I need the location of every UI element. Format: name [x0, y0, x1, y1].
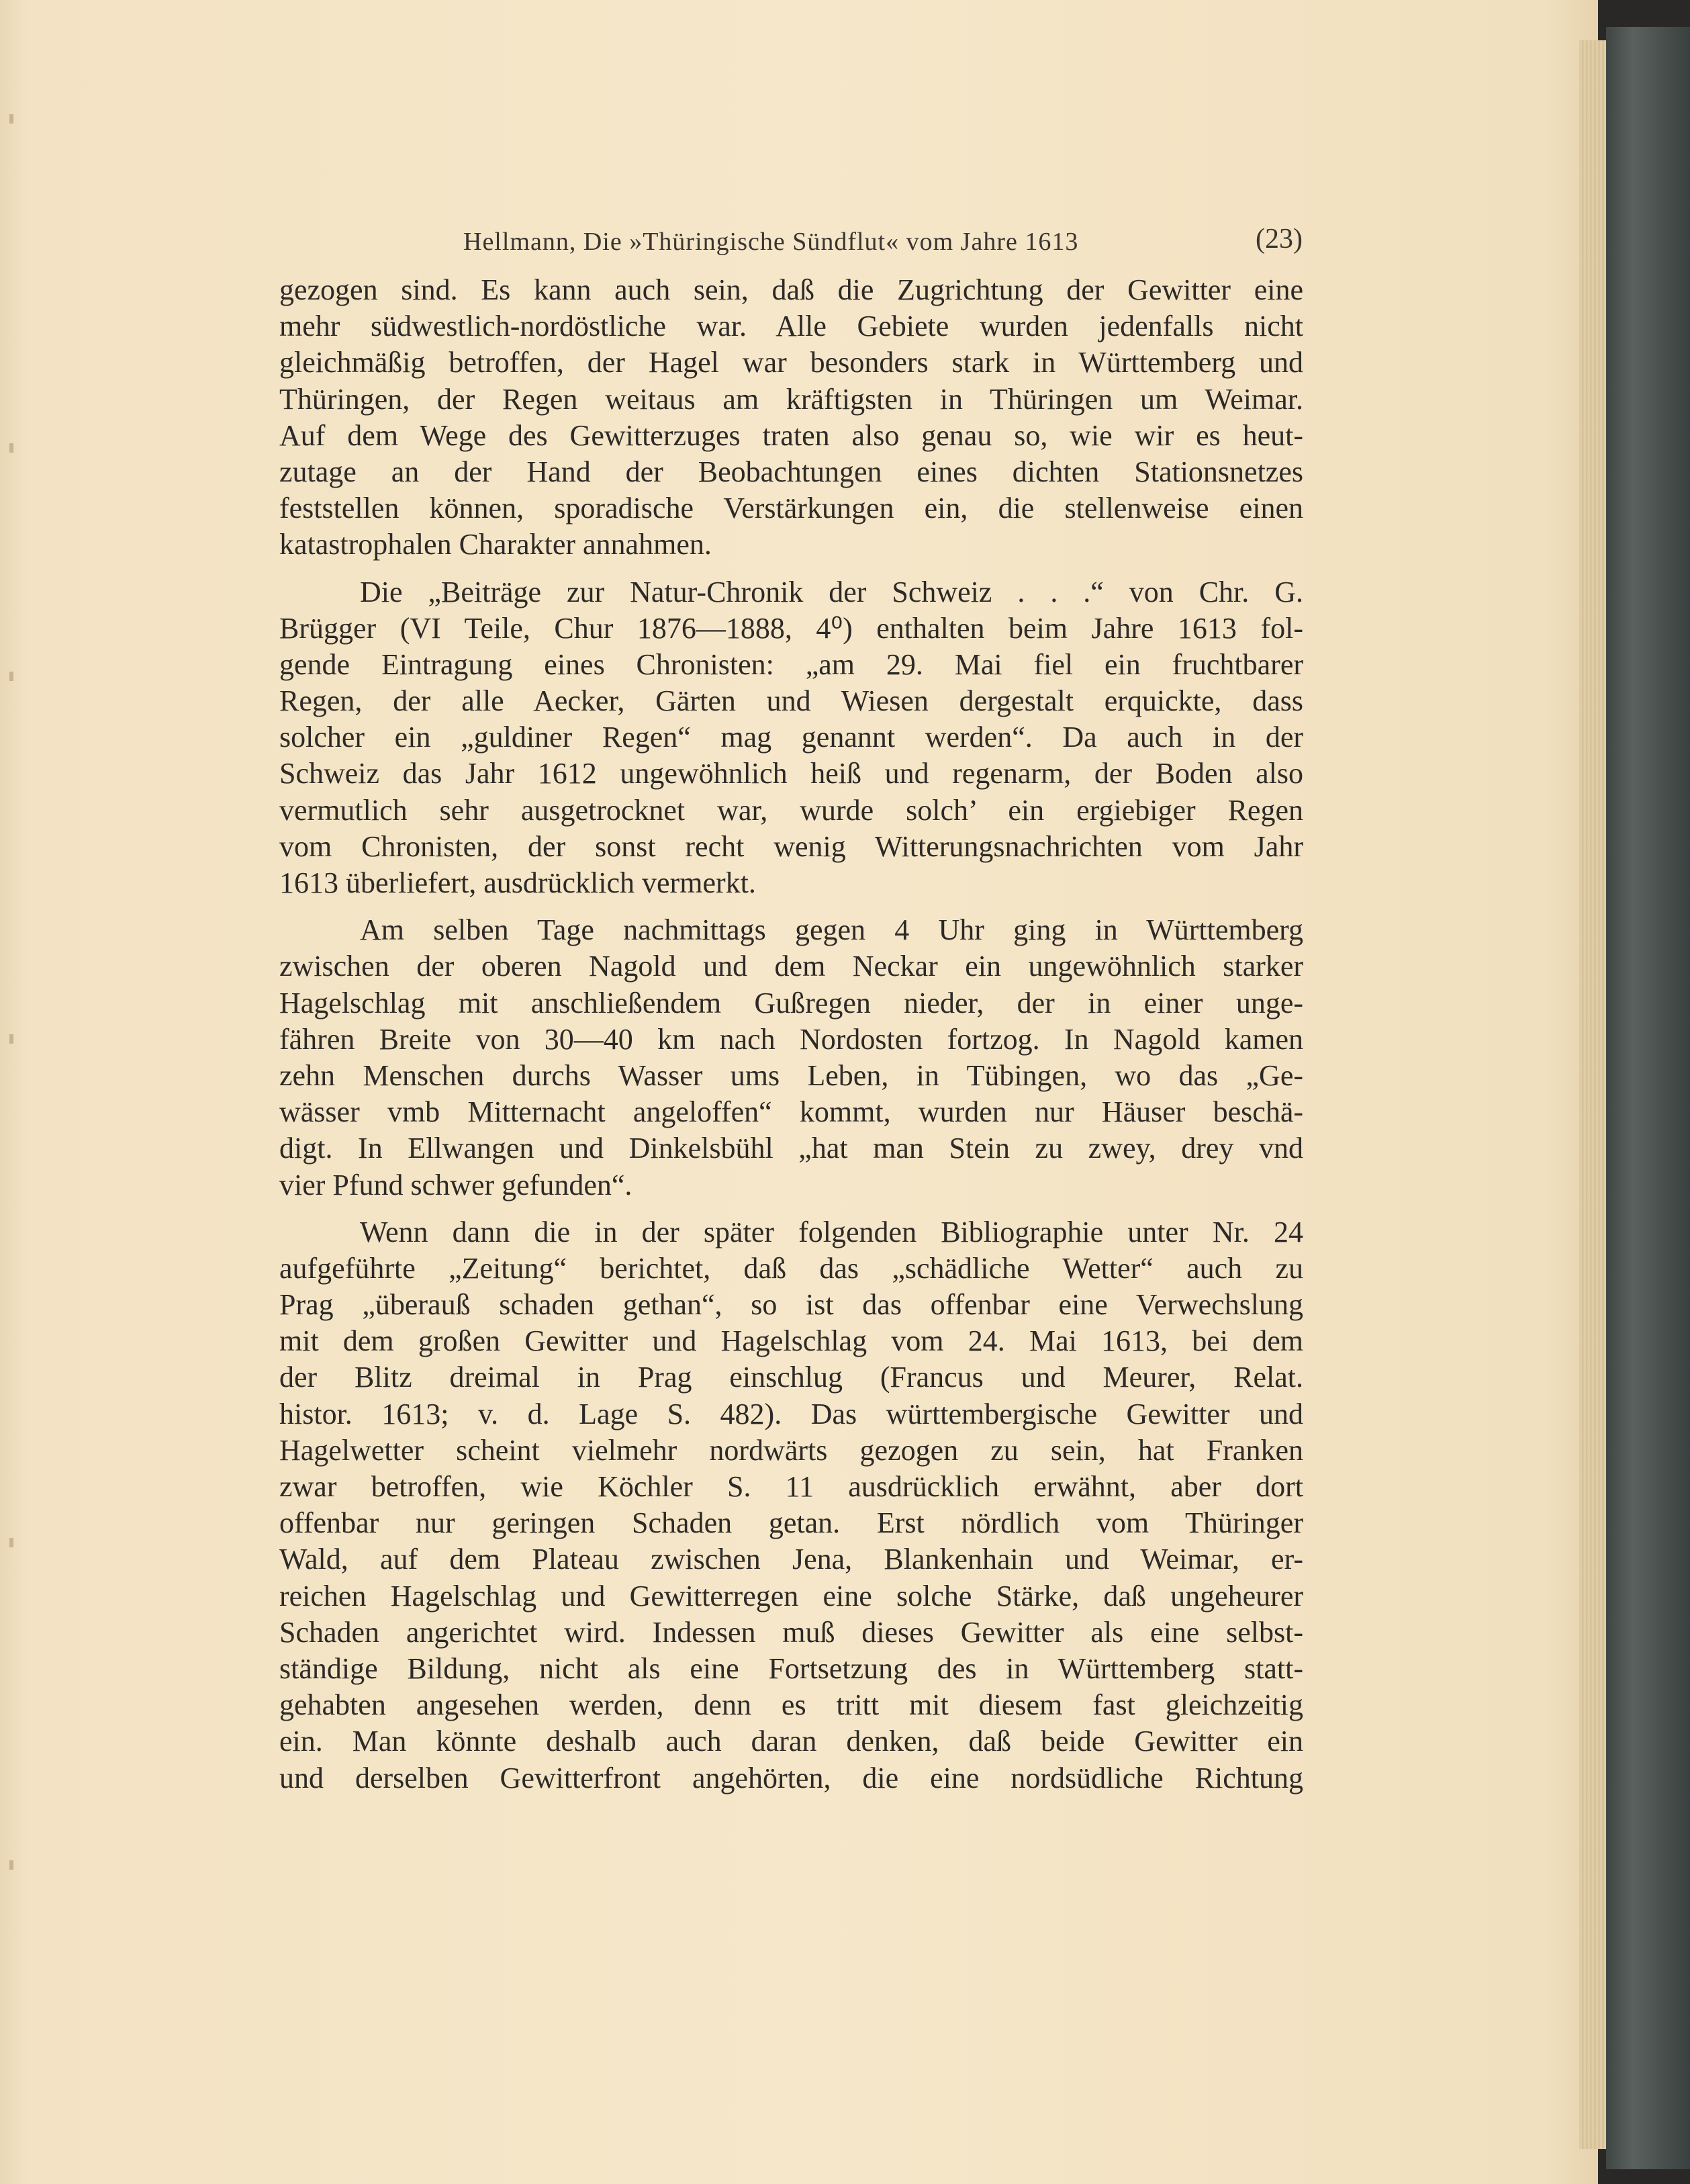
text-line: Prag „überauß schaden gethan“, so ist das offenbar eine Verwechslung [279, 1288, 1303, 1322]
paragraph [279, 912, 1303, 1203]
text-line: Schaden angerichtet wird. Indessen muß dieses Gewitter als eine selbst- [279, 1615, 1303, 1649]
text-line: katastrophalen Charakter annahmen. [279, 528, 712, 561]
text-line: Am selben Tage nachmittags gegen 4 Uhr ging in Württemberg [360, 913, 1303, 947]
text-line: histor. 1613; v. d. Lage S. 482). Das württembergische Gewitter und [279, 1397, 1303, 1430]
text-line: gezogen sind. Es kann auch sein, daß die Zugrichtung der Gewitter eine [279, 273, 1303, 306]
running-head [430, 223, 1303, 263]
text-line: ein. Man könnte deshalb auch daran denken, daß beide Gewitter ein [279, 1725, 1303, 1758]
text-line: Thüringen, der Regen weitaus am kräftigsten in Thüringen um Weimar. [279, 382, 1303, 416]
text-line: Wenn dann die in der später folgenden Bibliographie unter Nr. 24 [360, 1215, 1303, 1248]
page-number: (23) [1256, 224, 1303, 255]
binding-mark [9, 1034, 13, 1044]
text-line: digt. In Ellwangen und Dinkelsbühl „hat man Stein zu zwey, drey vnd [279, 1132, 1303, 1165]
text-line: zwar betroffen, wie Köchler S. 11 ausdrücklich erwähnt, aber dort [279, 1470, 1303, 1503]
text-line: ständige Bildung, nicht als eine Fortsetzung des in Württemberg statt- [279, 1651, 1303, 1685]
text-line: Auf dem Wege des Gewitterzuges traten also genau so, wie wir es heut- [279, 418, 1303, 452]
text-line: feststellen können, sporadische Verstärkungen ein, die stellenweise einen [279, 492, 1303, 525]
text-line: gleichmäßig betroffen, der Hagel war besonders stark in Württemberg und [279, 346, 1303, 379]
paragraph-gap [279, 901, 1303, 912]
text-line: vier Pfund schwer gefunden“. [279, 1168, 632, 1201]
binding-mark [9, 443, 13, 453]
paragraph-gap [279, 1203, 1303, 1214]
book-cover-edge [1606, 27, 1690, 2169]
text-line: Die „Beiträge zur Natur-Chronik der Schweiz . . .“ von Chr. G. [360, 575, 1303, 608]
text-line: vermutlich sehr ausgetrocknet war, wurde solch’ ein ergiebiger Regen [279, 793, 1303, 827]
text-line: Regen, der alle Aecker, Gärten und Wiesen dergestalt erquickte, dass [279, 684, 1303, 718]
text-line: offenbar nur geringen Schaden getan. Erst nördlich vom Thüringer [279, 1506, 1303, 1540]
binding-mark [9, 114, 13, 124]
running-head-title: Hellmann, Die »Thüringische Sündflut« vom Jahre 1613 [463, 228, 1079, 256]
text-line: reichen Hagelschlag und Gewitterregen eine solche Stärke, daß ungeheurer [279, 1579, 1303, 1612]
text-line: Hagelschlag mit anschließendem Gußregen nieder, der in einer unge- [279, 986, 1303, 1019]
text-line: zwischen der oberen Nagold und dem Neckar ein ungewöhnlich starker [279, 950, 1303, 983]
text-line: 1613 überliefert, ausdrücklich vermerkt. [279, 866, 756, 899]
page-stack-edge [1579, 40, 1606, 2149]
paragraph [279, 1214, 1303, 1796]
text-line: mit dem großen Gewitter und Hagelschlag vom 24. Mai 1613, bei dem [279, 1324, 1303, 1358]
text-line: Hagelwetter scheint vielmehr nordwärts gezogen zu sein, hat Franken [279, 1433, 1303, 1467]
text-line: zutage an der Hand der Beobachtungen eines dichten Stationsnetzes [279, 455, 1303, 488]
text-line: der Blitz dreimal in Prag einschlug (Francus und Meurer, Relat. [279, 1361, 1303, 1394]
text-line: zehn Menschen durchs Wasser ums Leben, in Tübingen, wo das „Ge- [279, 1058, 1303, 1092]
text-line: vom Chronisten, der sonst recht wenig Witterungsnachrichten vom Jahr [279, 829, 1303, 863]
text-line: fähren Breite von 30—40 km nach Nordosten fortzog. In Nagold kamen [279, 1022, 1303, 1056]
binding-marks [9, 0, 16, 2184]
paragraph [279, 272, 1303, 563]
body-text [279, 272, 1303, 1796]
text-line: gehabten angesehen werden, denn es tritt mit diesem fast gleichzeitig [279, 1688, 1303, 1722]
text-line: Brügger (VI Teile, Chur 1876—1888, 4⁰) enthalten beim Jahre 1613 fol- [279, 611, 1303, 645]
text-line: Schweiz das Jahr 1612 ungewöhnlich heiß und regenarm, der Boden also [279, 757, 1303, 790]
text-line: und derselben Gewitterfront angehörten, die eine nordsüdliche Richtung [279, 1761, 1303, 1794]
binding-mark [9, 672, 13, 681]
text-line: mehr südwestlich-nordöstliche war. Alle Gebiete wurden jedenfalls nicht [279, 310, 1303, 343]
paragraph-gap [279, 563, 1303, 574]
text-line: gende Eintragung eines Chronisten: „am 29. Mai fiel ein fruchtbarer [279, 647, 1303, 681]
paragraph [279, 574, 1303, 902]
text-line: solcher ein „guldiner Regen“ mag genannt werden“. Da auch in der [279, 721, 1303, 754]
text-line: Wald, auf dem Plateau zwischen Jena, Blankenhain und Weimar, er- [279, 1543, 1303, 1576]
text-line: aufgeführte „Zeitung“ berichtet, daß das „schädliche Wetter“ auch zu [279, 1251, 1303, 1285]
binding-mark [9, 1860, 13, 1870]
text-line: wässer vmb Mitternacht angeloffen“ kommt, wurden nur Häuser beschä- [279, 1095, 1303, 1129]
binding-mark [9, 1538, 13, 1547]
